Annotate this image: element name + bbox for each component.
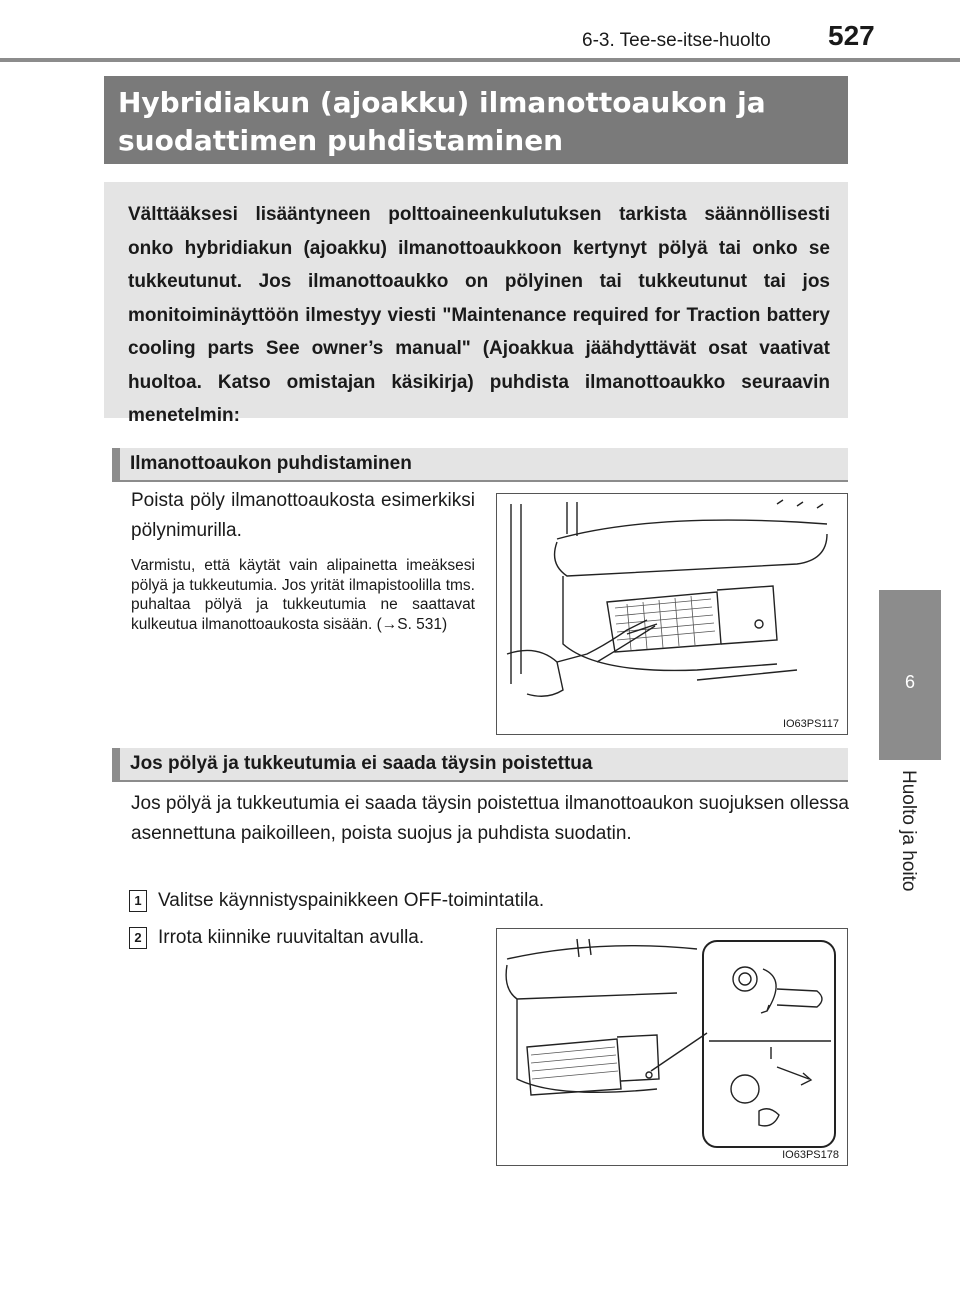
intro-box: Välttääksesi lisääntyneen polttoaineenkulutuksen tarkista säännöllisesti onko hybridiakun (ajoakku) ilmanottoaukkoon kertynyt pölyä tai onko se tukkeutunut. Jos ilmanottoaukko on pölyinen tai tukkeutunut tai jos monitoiminäyttöön ilmestyy viesti "Maintenance required for Traction battery cooling parts See owner’s manual" (Ajoakkua jäähdyttävät osat vaativat huoltoa. Katso omistajan käsikirja) puhdista ilmanottoaukko seuraavin menetelmin: bbox=[104, 182, 848, 418]
figure-code: IO63PS178 bbox=[782, 1149, 839, 1161]
page-title: Hybridiakun (ajoakku) ilmanottoaukon ja suodattimen puhdistaminen bbox=[104, 76, 848, 164]
clip-removal-illustration bbox=[497, 929, 847, 1165]
step-2-text: Irrota kiinnike ruuvitaltan avulla. bbox=[158, 927, 425, 948]
figure-code: IO63PS117 bbox=[782, 718, 839, 730]
section1-text: Poista pöly ilmanottoaukosta esimerkiksi pölynimurilla. bbox=[131, 490, 475, 541]
chapter-label: Huolto ja hoito bbox=[898, 770, 919, 892]
step-number-2: 2 bbox=[129, 927, 147, 949]
header-rule bbox=[0, 58, 960, 62]
section-heading-not-removed: Jos pölyä ja tukkeutumia ei saada täysin poistettua bbox=[112, 748, 848, 782]
chapter-tab bbox=[879, 590, 941, 760]
vacuum-illustration bbox=[497, 494, 847, 734]
chapter-label-tab bbox=[879, 762, 941, 922]
running-header-section: 6-3. Tee-se-itse-huolto bbox=[582, 30, 771, 51]
step-1-text: Valitse käynnistyspainikkeen OFF-toimintatila. bbox=[158, 890, 545, 911]
section-heading-cleaning: Ilmanottoaukon puhdistaminen bbox=[112, 448, 848, 482]
step-number-1: 1 bbox=[129, 890, 147, 912]
figure-remove-clip bbox=[496, 928, 848, 1166]
figure-vacuum-cleaning bbox=[496, 493, 848, 735]
page-number: 527 bbox=[828, 20, 875, 51]
section2-text: Jos pölyä ja tukkeutumia ei saada täysin poistettua ilmanottoaukon suojuksen ollessa asennettuna paikoilleen, poista suojus ja puhdista suodatin. bbox=[131, 793, 849, 844]
section1-note: Varmistu, että käytät vain alipainetta imeäksesi pölyä ja tukkeutumia. Jos yrität ilmapistoolilla tms. puhaltaa pölyä ja tukkeutumia ne saattavat kulkeutua ilmanottoaukosta sisään. (→S. 531) bbox=[131, 557, 475, 633]
chapter-number: 6 bbox=[904, 672, 915, 692]
